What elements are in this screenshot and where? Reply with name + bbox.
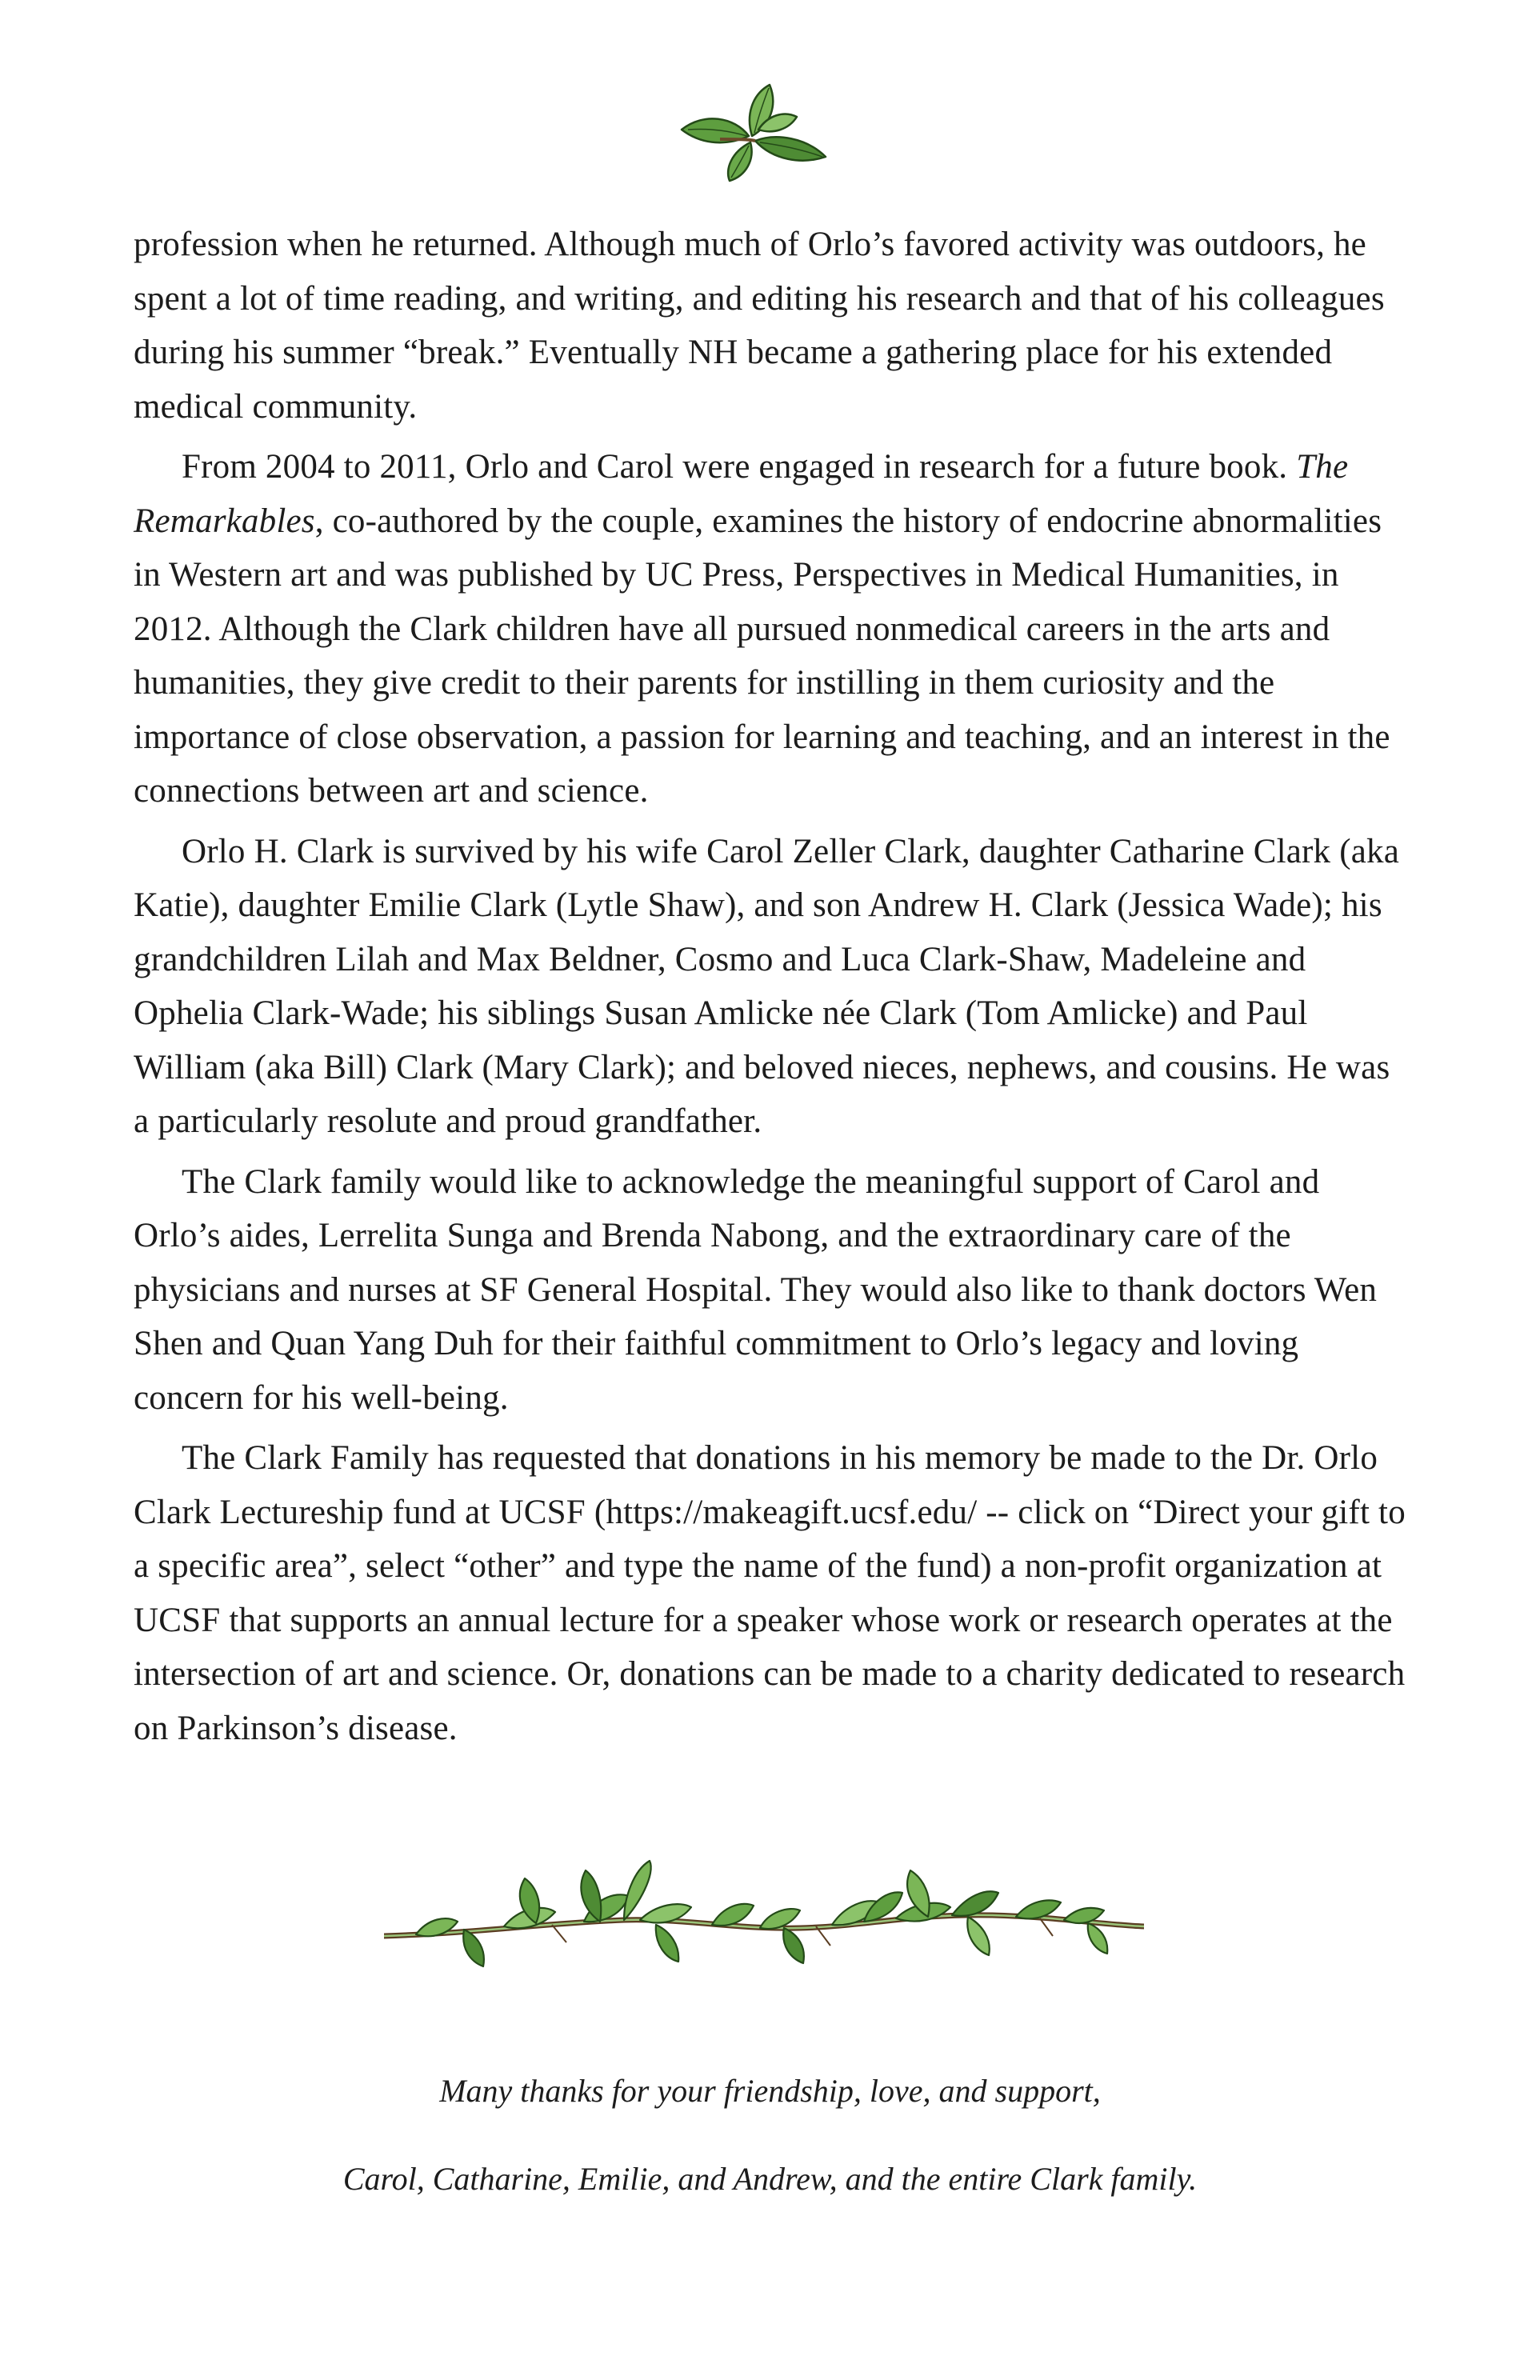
paragraph-1: profession when he returned. Although much of Orlo’s favored activity was outdoors, he spent a lot of time reading, and writing, and editing his research and that of his colleagues during his summer “break.” Eventually NH became a gathering place for his extended medical community.: [134, 226, 1385, 426]
paragraph-2: [134, 440, 1414, 818]
leaf-sprig-icon: [672, 80, 832, 184]
closing-line-1: Many thanks for your friendship, love, and support,: [439, 2073, 1101, 2109]
paragraph-5: The Clark Family has requested that donations in his memory be made to the Dr. Orlo Clark Lectureship fund at UCSF (https://makeagift.ucsf.edu/ -- click on “Direct your gift to a specific area”, select “other” and type the name of the fund) a non-profit organization at UCSF that supports an annual lecture for a speaker whose work or research operates at the intersection of art and science. Or, donations can be made to a charity dedicated to research on Parkinson’s disease.: [134, 1439, 1406, 1747]
paragraph-4: The Clark family would like to acknowledge the meaningful support of Carol and Orlo’s aides, Lerrelita Sunga and Brenda Nabong, and the extraordinary care of the physicians and nurses at SF General Hospital. They would also like to thank doctors Wen Shen and Quan Yang Duh for their faithful commitment to Orlo’s legacy and loving concern for his well-being.: [134, 1162, 1378, 1417]
obituary-body: [134, 218, 1414, 1762]
paragraph-2-lead: From 2004 to 2011, Orlo and Carol were engaged in research for a future book.: [182, 448, 1288, 486]
paragraph-3: Orlo H. Clark is survived by his wife Carol Zeller Clark, daughter Catharine Clark (aka Katie), daughter Emilie Clark (Lytle Shaw), and son Andrew H. Clark (Jessica Wade); his grandchildren Lilah and Max Beldner, Cosmo and Luca Clark-Shaw, Madeleine and Ophelia Clark-Wade; his siblings Susan Amlicke née Clark (Tom Amlicke) and Paul William (aka Bill) Clark (Mary Clark); and beloved nieces, nephews, and cousins. He was a particularly resolute and proud grandfather.: [134, 832, 1399, 1140]
vine-branch-icon: [384, 1856, 1144, 1984]
closing-line-2: Carol, Catharine, Emilie, and Andrew, and the entire Clark family.: [342, 2161, 1198, 2197]
paragraph-2-rest: , co-authored by the couple, examines the history of endocrine abnormalities in Western art and was published by UC Press, Perspectives in Medical Humanities, in 2012. Although the Clark children have all pursued nonmedical careers in the arts and humanities, they give credit to their parents for instilling in them curiosity and the importance of close observation, a passion for learning and teaching, and an interest in the connections between art and science.: [134, 502, 1390, 810]
book-title: The Remarkables: [134, 448, 1349, 540]
